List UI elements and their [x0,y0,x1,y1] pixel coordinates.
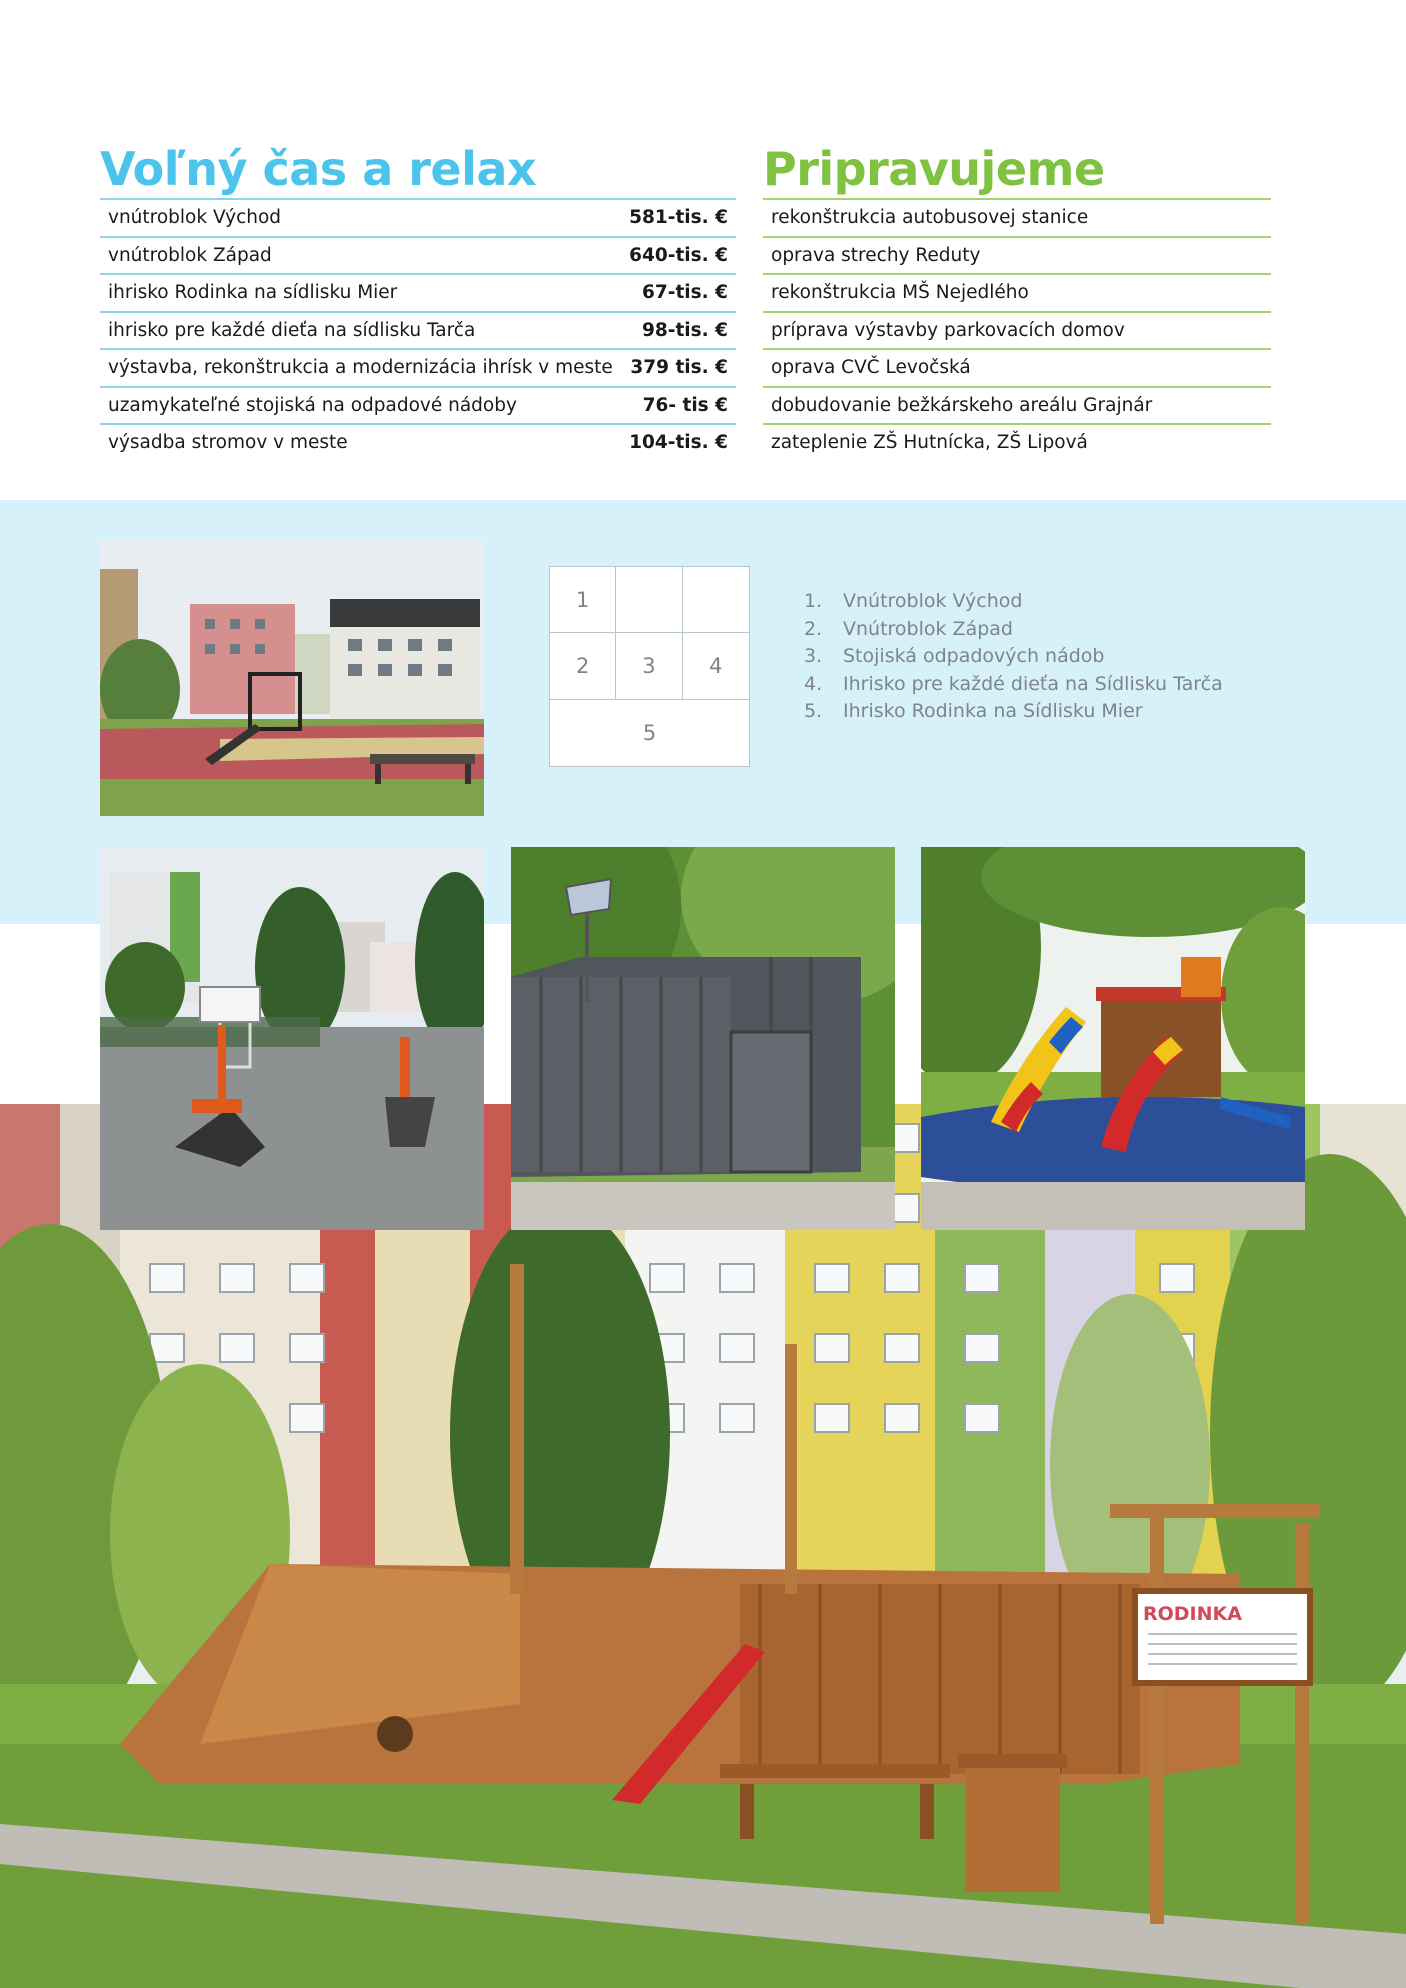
table-row [100,236,736,274]
row-amount: 98-tis. € [642,319,728,341]
photo-4-playground-tarca [921,847,1305,1230]
photo-illustration [511,847,895,1230]
list-item: oprava CVČ Levočská [763,348,1271,386]
photo-illustration [100,847,484,1230]
upcoming-title: Pripravujeme [763,142,1105,196]
list-item [804,588,1223,616]
hero-photo-playground-rodinka [0,1104,1406,1988]
row-amount: 379 tis. € [630,357,728,379]
row-amount: 76- tis € [642,394,728,416]
photo-illustration [100,539,484,816]
photo-illustration [921,847,1305,1230]
row-label: výsadba stromov v meste [108,432,348,454]
row-label: vnútroblok Východ [108,207,282,229]
legend-text: Ihrisko pre každé dieťa na Sídlisku Tarča [843,672,1223,695]
hero-illustration [0,1104,1406,1988]
sign-text: RODINKA [1143,1603,1242,1625]
list-item: oprava strechy Reduty [763,236,1271,274]
photo-legend [804,588,1223,726]
list-item [804,671,1223,699]
legend-number: 3. [804,645,823,667]
key-cell-1: 1 [550,567,616,633]
photo-1-vnutroblok-vychod [100,539,484,816]
row-amount: 104-tis. € [629,432,728,454]
list-item: príprava výstavby parkovacích domov [763,311,1271,349]
list-item: rekonštrukcia MŠ Nejedlého [763,273,1271,311]
row-label: výstavba, rekonštrukcia a modernizácia ihrísk v meste [108,357,613,379]
row-amount: 67-tis. € [642,282,728,304]
photo-3-waste-bin-enclosure [511,847,895,1230]
key-cell-empty [683,567,749,633]
free-time-title: Voľný čas a relax [100,142,537,196]
row-amount: 581-tis. € [629,207,728,229]
key-cell-4: 4 [683,633,749,699]
table-row [100,348,736,386]
list-item: zateplenie ZŠ Hutnícka, ZŠ Lipová [763,423,1271,461]
legend-number: 2. [804,617,823,640]
legend-text: Vnútroblok Východ [843,590,1023,612]
row-amount: 640-tis. € [629,244,728,266]
list-item: rekonštrukcia autobusovej stanice [763,198,1271,236]
table-row [100,273,736,311]
key-cell-empty [616,567,682,633]
table-row [100,386,736,424]
free-time-table [100,140,736,461]
upcoming-rows [763,198,1271,461]
free-time-rows [100,198,736,461]
key-cell-2: 2 [550,633,616,699]
legend-text: Ihrisko Rodinka na Sídlisku Mier [843,700,1143,722]
photo-position-key [549,566,750,767]
row-label: uzamykateľné stojiská na odpadové nádoby [108,394,517,416]
photo-2-vnutroblok-zapad [100,847,484,1230]
key-cell-3: 3 [616,633,682,699]
list-item: dobudovanie bežkárskeho areálu Grajnár [763,386,1271,424]
legend-number: 1. [804,590,823,612]
legend-text: Stojiská odpadových nádob [843,645,1105,667]
row-label: ihrisko pre každé dieťa na sídlisku Tarča [108,319,476,341]
legend-number: 4. [804,672,823,695]
row-label: ihrisko Rodinka na sídlisku Mier [108,282,398,304]
table-row [100,423,736,461]
list-item [804,698,1223,726]
legend-number: 5. [804,700,823,722]
list-item [804,616,1223,644]
legend-text: Vnútroblok Západ [843,617,1013,640]
key-cell-5: 5 [642,720,657,745]
table-row [100,311,736,349]
table-row [100,198,736,236]
upcoming-table [763,140,1271,461]
row-label: vnútroblok Západ [108,244,272,266]
list-item [804,643,1223,671]
